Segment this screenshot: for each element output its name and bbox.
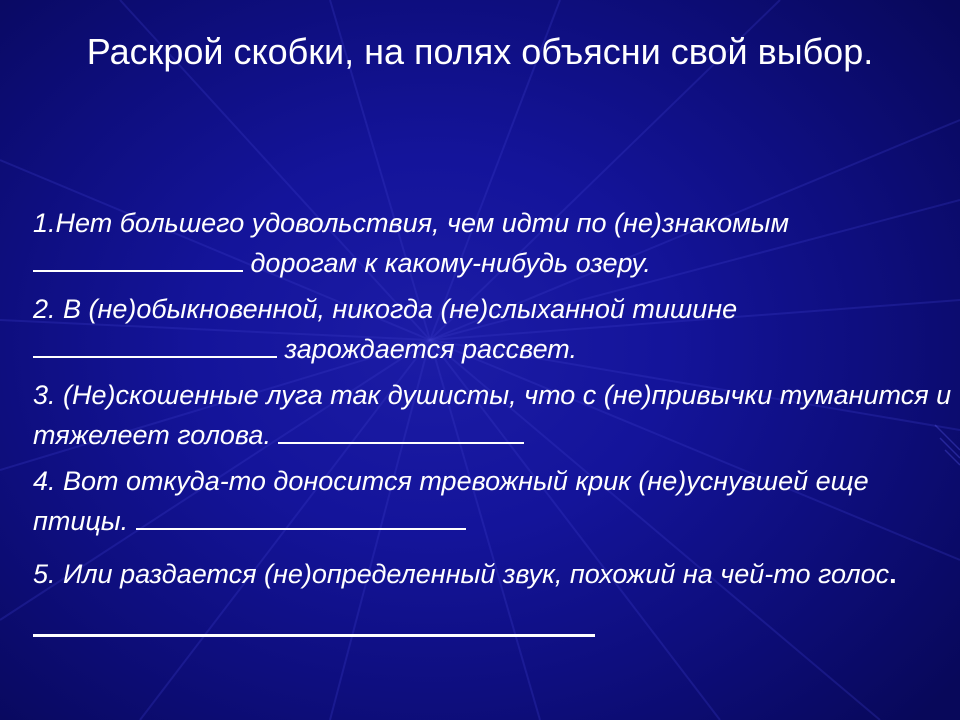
slide-title: Раскрой скобки, на полях объясни свой выбор. bbox=[86, 31, 874, 72]
exercise-item-2 bbox=[33, 289, 953, 369]
exercise-item-3 bbox=[33, 375, 953, 455]
answer-blank bbox=[136, 506, 466, 530]
exercise-list bbox=[33, 203, 953, 661]
exercise-text: 2. В (не)обыкновенной, никогда (не)слыханной тишине bbox=[33, 294, 738, 324]
exercise-text: 5. Или раздается (не)определенный звук, похожий на чей-то голос bbox=[33, 559, 890, 589]
exercise-text: 3. (Не)скошенные луга так душисты, что с (не)привычки туманится и тяжелеет голова. bbox=[33, 380, 952, 450]
answer-blank bbox=[33, 334, 277, 358]
exercise-item-5 bbox=[33, 547, 953, 655]
exercise-text: зарождается рассвет. bbox=[277, 334, 577, 364]
answer-blank bbox=[33, 612, 595, 637]
exercise-text: 1.Нет большего удовольствия, чем идти по (не)знакомым bbox=[33, 208, 789, 238]
answer-blank bbox=[33, 248, 243, 272]
answer-blank bbox=[278, 420, 524, 444]
exercise-item-4 bbox=[33, 461, 953, 541]
exercise-text: 4. Вот откуда-то доносится тревожный крик (не)уснувшей еще птицы. bbox=[33, 466, 869, 536]
exercise-item-1 bbox=[33, 203, 953, 283]
exercise-text: дорогам к какому-нибудь озеру. bbox=[243, 248, 651, 278]
sentence-period: . bbox=[889, 559, 897, 589]
